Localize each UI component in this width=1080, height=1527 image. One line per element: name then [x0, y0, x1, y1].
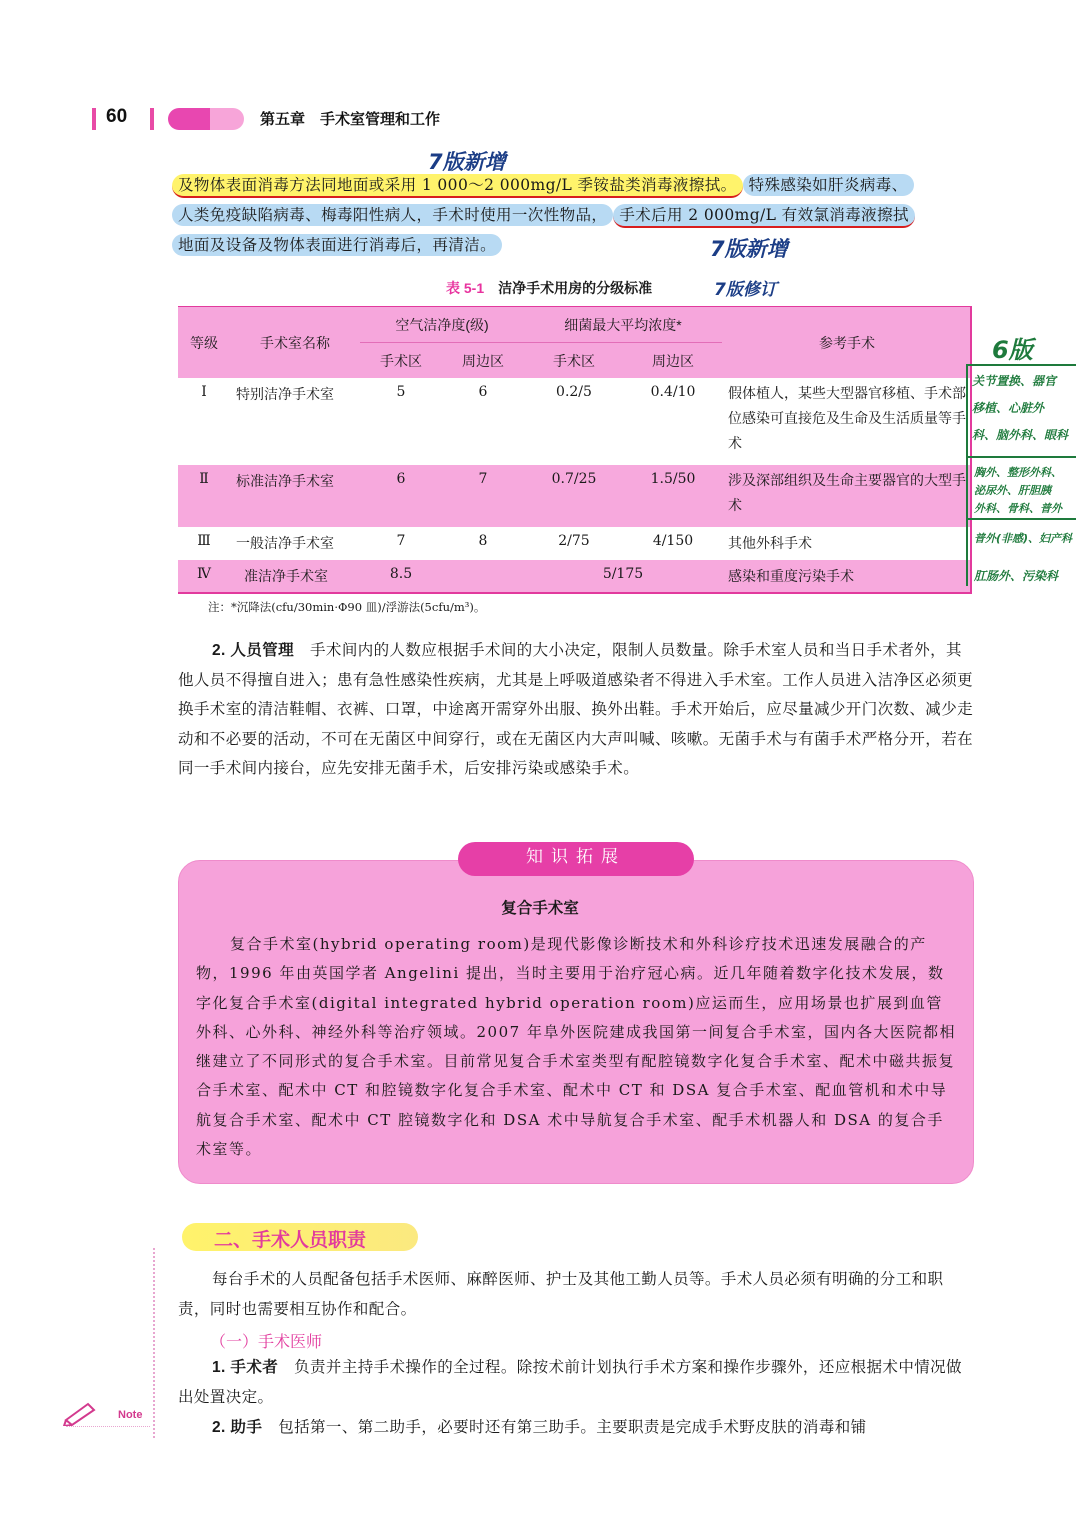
cell-bac-op: 0.2/5 [556, 384, 592, 400]
cell-air-peri: 7 [442, 465, 524, 527]
cell-ref: 涉及深部组织及生命主要器官的大型手术 [722, 465, 972, 527]
annotation-new7-right: 7版新增 [710, 237, 788, 261]
grade-table [178, 307, 972, 593]
cell-name: 特别洁净手术室 [236, 387, 334, 403]
cell-ref: 其他外科手术 [728, 536, 812, 552]
personnel-paragraph [178, 636, 974, 784]
note-underline [66, 1426, 150, 1427]
annotation-g2: 移植、心脏外 [972, 401, 1045, 415]
th-bac-peri: 周边区 [624, 343, 722, 379]
annotation-v6: 6版 [992, 336, 1033, 364]
th-bac-op: 手术区 [524, 343, 624, 379]
item-surgeon-text: 负责并主持手术操作的全过程。除按术前计划执行手术方案和操作步骤外，还应根据术中情况做出处置决定。 [178, 1358, 962, 1406]
cell-ref: 假体植人，某些大型器官移植、手术部位感染可直接危及生命及生活质量等手术 [728, 386, 966, 452]
cell-air-op: 5 [396, 384, 406, 400]
item-assistant-text: 包括第一、第二助手，必要时还有第三助手。主要职责是完成手术野皮肤的消毒和铺 [278, 1418, 867, 1436]
header-pill [168, 108, 244, 130]
th-bacteria: 细菌最大平均浓度* [524, 307, 722, 343]
intro-line-2a: 人类免疫缺陷病毒、梅毒阳性病人，手术时使用一次性物品， [172, 204, 613, 226]
knowledge-tab: 知识拓展 [458, 842, 694, 876]
header-bar-left [92, 108, 96, 130]
cell-ref: 感染和重度污染手术 [722, 560, 972, 593]
cell-grade: Ⅲ [197, 533, 211, 549]
th-name: 手术室名称 [230, 307, 360, 378]
item-assistant [178, 1412, 974, 1443]
table-row [178, 378, 972, 465]
intro-line-2b: 手术后用 2 000mg/L 有效氯消毒液擦拭 [613, 204, 915, 228]
annotation-rev7: 7版修订 [714, 280, 777, 300]
table-caption-number: 表 5-1 [446, 280, 485, 296]
th-air-peri: 周边区 [442, 343, 524, 379]
section-intro: 每台手术的人员配备包括手术医师、麻醉医师、护士及其他工勤人员等。手术人员必须有明确的分工和职责，同时也需要相互协作和配合。 [178, 1270, 944, 1318]
annotation-g4: 胸外、整形外科、 [974, 466, 1062, 479]
item-surgeon-head: 1. 手术者 [212, 1359, 279, 1376]
th-grade: 等级 [178, 307, 230, 378]
table-row [178, 527, 972, 560]
table-note: 注：*沉降法(cfu/30min·Φ90 皿)/浮游法(5cfu/m³)。 [208, 600, 486, 614]
cell-air-op: 7 [396, 533, 406, 549]
cell-grade: Ⅳ [178, 560, 230, 593]
intro-line-1 [172, 170, 914, 200]
intro-line-3-text: 地面及设备及物体表面进行消毒后，再清洁。 [172, 234, 502, 256]
annotation-g8: 肛肠外、污染科 [974, 569, 1059, 583]
table-row [178, 465, 972, 527]
cell-bac-peri: 1.5/50 [624, 465, 722, 527]
knowledge-title: 复合手术室 [501, 900, 579, 917]
section-title: 二、手术人员职责 [214, 1230, 367, 1251]
item-assistant-head: 2. 助手 [212, 1419, 263, 1436]
th-air-op: 手术区 [360, 343, 442, 379]
cell-air-op: 6 [360, 465, 442, 527]
header-bar-right [150, 108, 154, 130]
cell-name: 准洁净手术室 [230, 560, 360, 593]
table-caption-text: 洁净手术用房的分级标准 [498, 280, 653, 296]
knowledge-body: 复合手术室(hybrid operating room)是现代影像诊断技术和外科诊疗技术迅速发展融合的产物，1996 年由英国学者 Angelini 提出，当时主要用于治疗冠心病。近几年随着数字化技术发展，数字化复合手术室(digital integrated hybrid operation room)应运而生，应用场景也扩展到血管外科、心外科、神经外科等治疗领域。2007 年阜外医院建成我国第一间复合手术室，国内各大医院都相继建立了不同形式的复合手术室。目前常见复合手术室类型有配腔镜数字化复合手术室、配术中磁共振复合手术室、配术中 CT 和腔镜数字化复合手术室、配术中 CT 和 DSA 复合手术室、配血管机和术中导航复合手术室、配术中 CT 腔镜数字化和 DSA 术中导航复合手术室、配手术机器人和 DSA 的复合手术室等。 [196, 935, 956, 1159]
cell-bac-op: 0.7/25 [524, 465, 624, 527]
intro-highlight-yellow: 及物体表面消毒方法同地面或采用 1 000～2 000mg/L 季铵盐类消毒液擦拭。 [172, 174, 743, 198]
table-bottom-border [178, 592, 972, 594]
page-number: 60 [106, 106, 128, 127]
green-rule [966, 364, 1076, 366]
cell-name: 一般洁净手术室 [236, 536, 334, 552]
th-air: 空气洁净度(级) [360, 307, 524, 343]
annotation-g3: 科、脑外科、眼科 [972, 428, 1069, 442]
annotation-g1: 关节置换、器官 [972, 374, 1057, 388]
green-rule [966, 456, 1076, 458]
cell-air-peri: 8 [478, 533, 488, 549]
cell-empty [442, 560, 524, 593]
annotation-g6: 外科、骨科、普外 [974, 502, 1062, 515]
table-right-border [970, 306, 972, 594]
chapter-title: 第五章 手术室管理和工作 [260, 111, 441, 128]
cell-air-op: 8.5 [360, 560, 442, 593]
cell-grade: Ⅱ [178, 465, 230, 527]
intro-line-3 [172, 230, 502, 260]
note-label: Note [118, 1409, 143, 1421]
personnel-heading: 2. 人员管理 [212, 642, 295, 659]
subsection-title: （一）手术医师 [210, 1334, 323, 1351]
cell-bac-merged: 5/175 [524, 560, 722, 593]
cell-bac-peri: 0.4/10 [650, 384, 696, 400]
annotation-g5: 泌尿外、肝胆胰 [974, 484, 1051, 497]
table-caption [446, 278, 652, 298]
intro-highlight-blue: 特殊感染如肝炎病毒、 [743, 174, 914, 196]
intro-line-2 [172, 200, 915, 230]
cell-bac-peri: 4/150 [652, 533, 694, 549]
green-rule [966, 518, 1076, 520]
annotation-new7-top: 7版新增 [428, 150, 506, 174]
item-surgeon [178, 1353, 974, 1412]
margin-dotted-line [153, 1248, 155, 1438]
th-ref: 参考手术 [722, 307, 972, 378]
personnel-text: 手术间内的人数应根据手术间的大小决定，限制人员数量。除手术室人员和当日手术者外，其他人员不得擅自进入；患有急性感染性疾病，尤其是上呼吸道感染者不得进入手术室。工作人员进入洁净区必须更换手术室的清洁鞋帽、衣裤、口罩，中途离开需穿外出服、换外出鞋。手术开始后，应尽量减少开门次数、减少走动和不必要的活动，不可在无菌区中间穿行，或在无菌区内大声叫喊、咳嗽。无菌手术与有菌手术严格分开，若在同一手术间内接台，应先安排无菌手术，后安排污染或感染手术。 [178, 641, 974, 777]
annotation-g7: 普外(非感)、妇产科 [974, 532, 1073, 545]
table-row [178, 560, 972, 593]
cell-name: 标准洁净手术室 [230, 465, 360, 527]
cell-air-peri: 6 [478, 384, 488, 400]
cell-bac-op: 2/75 [558, 533, 590, 549]
cell-grade: Ⅰ [201, 384, 207, 400]
green-rule-vertical [966, 364, 968, 586]
